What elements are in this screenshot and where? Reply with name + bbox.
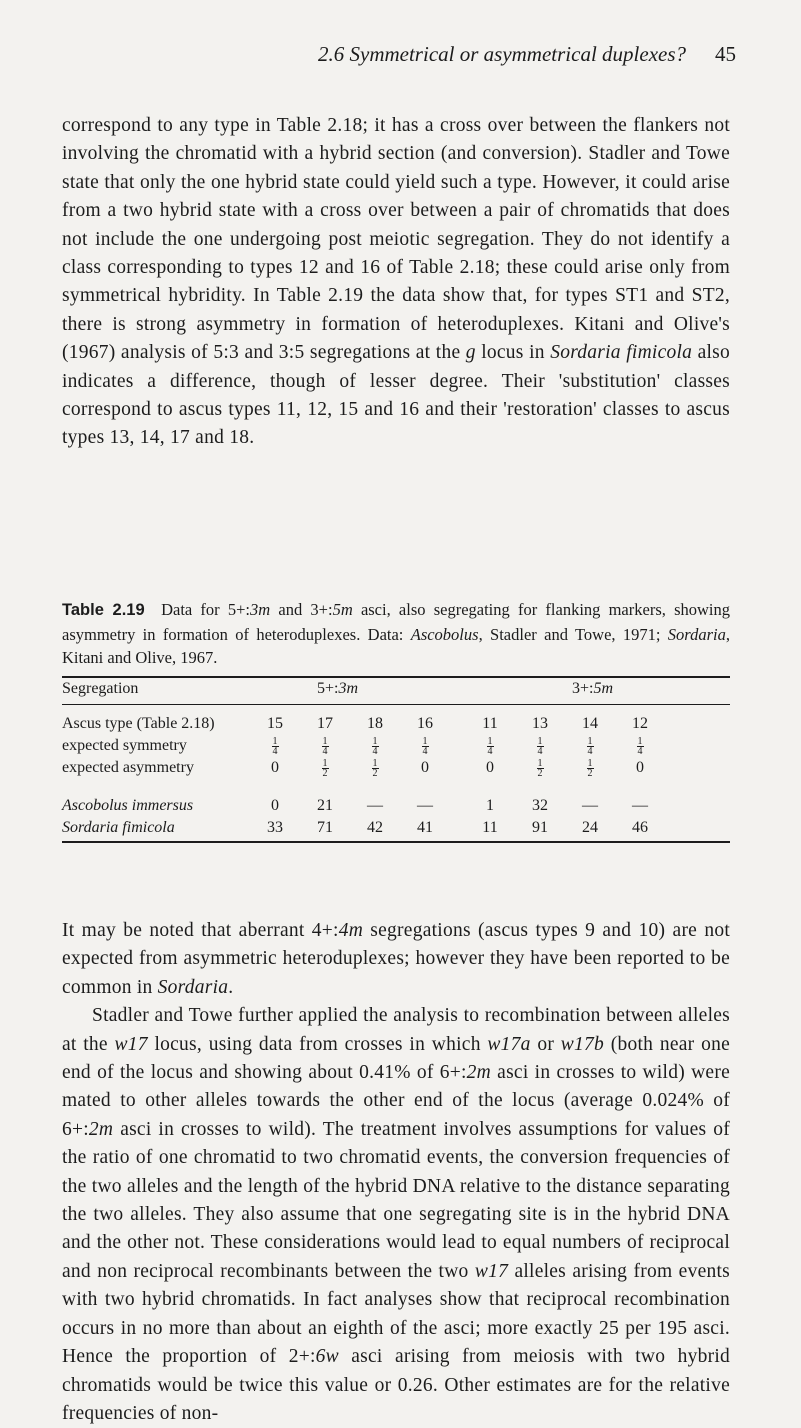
table-cell: 0 — [486, 759, 494, 776]
table-cell: — — [582, 797, 598, 814]
table-cell: 11 — [482, 715, 498, 732]
body-paragraphs-2-3 — [62, 917, 730, 1428]
header-group-5plus: 5+:3m — [317, 680, 359, 697]
table-cell: 11 — [482, 819, 498, 836]
table-cell: 13 — [532, 715, 548, 732]
table-cell: 15 — [267, 715, 283, 732]
table-row — [62, 817, 730, 839]
header-segregation: Segregation — [62, 680, 139, 697]
running-header — [318, 42, 736, 67]
table-cell: $\frac{1}{2}$ — [322, 757, 328, 779]
row-label: Ascus type (Table 2.18) — [62, 715, 215, 732]
table-cell: $\frac{1}{4}$ — [272, 735, 278, 757]
table-header-row — [62, 678, 730, 704]
table-row — [62, 795, 730, 817]
table-cell: 17 — [317, 715, 333, 732]
table-cell: 42 — [367, 819, 383, 836]
caption-text: Data for 5+:3m and 3+:5m asci, also segregating for flanking markers, showing asymmetry in formation of heteroduplexes. Data: Ascobolus, Stadler and Towe, 1971; Sordaria, Kitani and Olive, 1967. — [62, 600, 730, 668]
table-cell: 1 — [486, 797, 494, 814]
table-cell: $\frac{1}{2}$ — [537, 757, 543, 779]
table-cell: 21 — [317, 797, 333, 814]
table-body — [62, 705, 730, 841]
table-cell: — — [632, 797, 648, 814]
table-cell: 18 — [367, 715, 383, 732]
table-row — [62, 757, 730, 779]
table-cell: 41 — [417, 819, 433, 836]
table-cell: 16 — [417, 715, 433, 732]
table-cell: — — [367, 797, 383, 814]
table-cell: $\frac{1}{4}$ — [537, 735, 543, 757]
table-cell: 0 — [271, 797, 279, 814]
paragraph-2: It may be noted that aberrant 4+:4m segregations (ascus types 9 and 10) are not expected from asymmetric heteroduplexes; however they have been reported to be common in Sordaria. — [62, 920, 731, 998]
table-row — [62, 735, 730, 757]
table-cell: 71 — [317, 819, 333, 836]
table-cell: 12 — [632, 715, 648, 732]
row-label: expected symmetry — [62, 737, 187, 754]
table-caption — [62, 598, 730, 670]
table-cell: $\frac{1}{4}$ — [587, 735, 593, 757]
body-paragraph-1 — [62, 112, 730, 453]
table-cell: 91 — [532, 819, 548, 836]
paragraph-3: Stadler and Towe further applied the analysis to recombination between alleles at the w17 locus, using data from crosses in which w17a or w17b (both near one end of the locus and showing about 0.41% of 6+:2m asci in crosses to wild) were mated to other alleles towards the other end of the locus (average 0.024% of 6+:2m asci in crosses to wild). The treatment involves assumptions for values of the ratio of one chromatid to two chromatid events, the conversion frequencies of the two alleles and the length of the hybrid DNA relative to the distance separating the two alleles. They also assume that one segregating site is in the hybrid DNA and the other not. These considerations would lead to equal numbers of reciprocal and non reciprocal recombinants between the two w17 alleles arising from events with two hybrid chromatids. In fact analyses show that reciprocal recombination occurs in no more than about an eighth of the asci; more exactly 25 per 195 asci. Hence the proportion of 2+:6w asci arising from meiosis with two hybrid chromatids would be twice this value or 0.26. Other estimates are for the relative frequencies of non- — [62, 1005, 730, 1424]
table-cell: 24 — [582, 819, 598, 836]
row-label: Ascobolus immersus — [62, 797, 194, 814]
row-label: Sordaria fimicola — [62, 819, 175, 836]
table-cell: $\frac{1}{4}$ — [322, 735, 328, 757]
header-group-3plus: 3+:5m — [572, 680, 614, 697]
table-cell: $\frac{1}{4}$ — [422, 735, 428, 757]
row-label: expected asymmetry — [62, 759, 194, 776]
table-cell: $\frac{1}{4}$ — [637, 735, 643, 757]
page-number: 45 — [715, 42, 736, 66]
data-table — [62, 676, 730, 843]
table-cell: 46 — [632, 819, 648, 836]
table-cell: 0 — [271, 759, 279, 776]
paragraph-text: correspond to any type in Table 2.18; it has a cross over between the flankers not involving the chromatid with a hybrid section (and conversion). Stadler and Towe state that only the one hybrid state could yield such a type. However, it could arise from a two hybrid state with a cross over between a pair of chromatids that does not include the one undergoing post meiotic segregation. They do not identify a class corresponding to types 12 and 16 of Table 2.18; these could arise only from symmetrical hybridity. In Table 2.19 the data show that, for types ST1 and ST2, there is strong asymmetry in formation of heteroduplexes. Kitani and Olive's (1967) analysis of 5:3 and 3:5 segregations at the g locus in Sordaria fimicola also indicates a difference, though of lesser degree. Their 'substitution' classes correspond to ascus types 11, 12, 15 and 16 and their 'restoration' classes to ascus types 13, 14, 17 and 18. — [62, 115, 730, 449]
table-cell: $\frac{1}{4}$ — [487, 735, 493, 757]
table-label: Table 2.19 — [62, 601, 145, 619]
table-cell: 0 — [636, 759, 644, 776]
table-cell: $\frac{1}{2}$ — [372, 757, 378, 779]
table-cell: $\frac{1}{4}$ — [372, 735, 378, 757]
table-cell: 32 — [532, 797, 548, 814]
running-title: 2.6 Symmetrical or asymmetrical duplexes? — [318, 42, 687, 66]
table-cell: 33 — [267, 819, 283, 836]
table-cell: 14 — [582, 715, 598, 732]
table-row — [62, 713, 730, 735]
table-cell: — — [417, 797, 433, 814]
table-cell: $\frac{1}{2}$ — [587, 757, 593, 779]
table-cell: 0 — [421, 759, 429, 776]
